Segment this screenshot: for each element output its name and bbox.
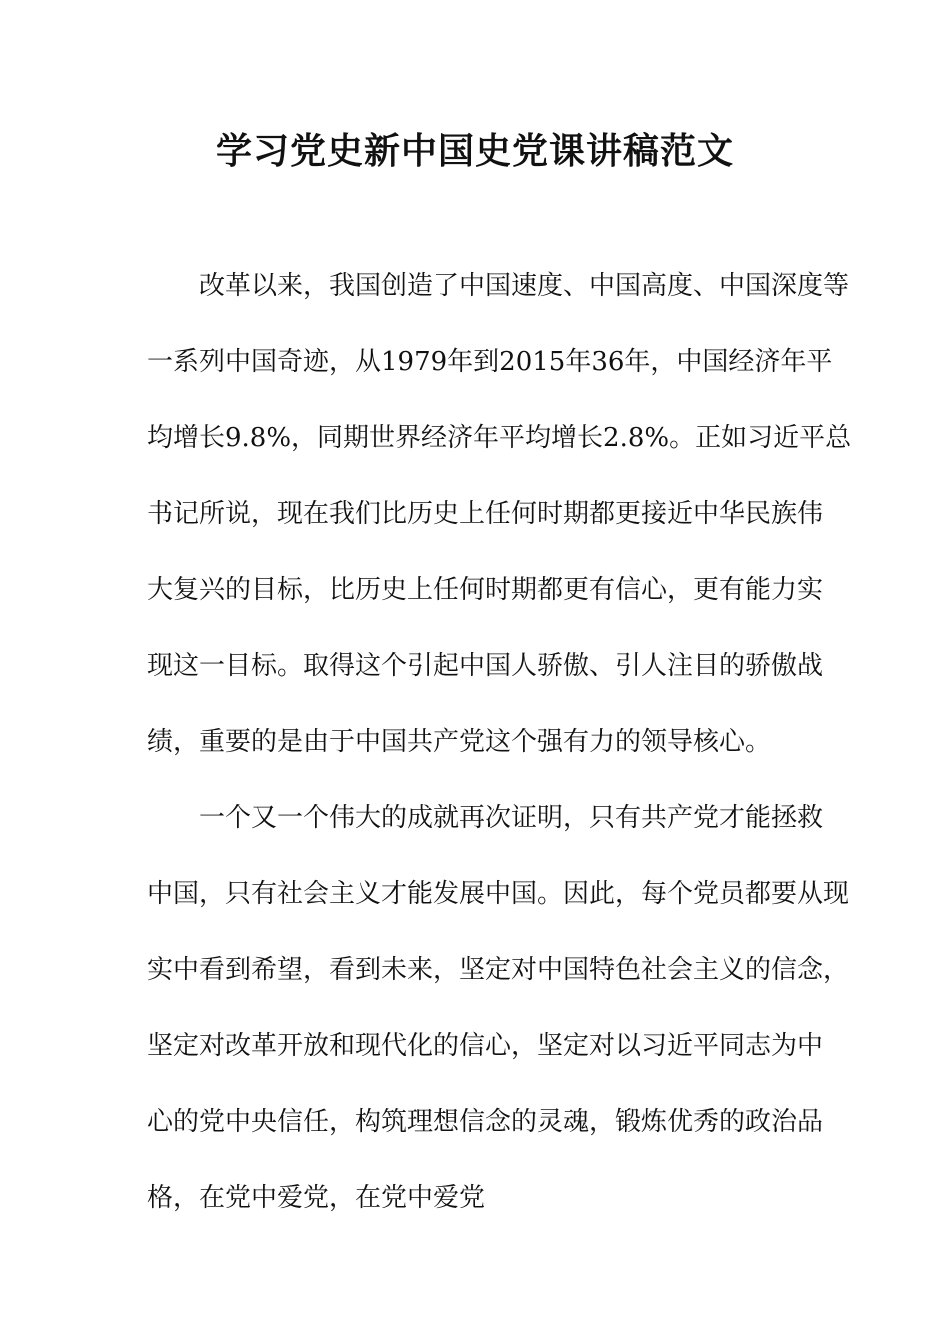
text-line: 心的党中央信任，构筑理想信念的灵魂，锻炼优秀的政治品 [147,1107,824,1137]
text-line: 一系列中国奇迹，从1979年到2015年36年，中国经济年平 [147,347,833,377]
text-line: 坚定对改革开放和现代化的信心，坚定对以习近平同志为中 [147,1031,824,1061]
text-line: 均增长9.8%，同期世界经济年平均增长2.8%。正如习近平总 [147,423,852,453]
document-title: 学习党史新中国史党课讲稿范文 [215,131,734,172]
text-line: 改革以来，我国创造了中国速度、中国高度、中国深度等 [199,271,850,301]
text-line: 现这一目标。取得这个引起中国人骄傲、引人注目的骄傲战 [147,651,824,681]
text-line: 中国，只有社会主义才能发展中国。因此，每个党员都要从现 [147,879,850,909]
text-line: 大复兴的目标，比历史上任何时期都更有信心，更有能力实 [147,575,824,605]
text-line: 书记所说，现在我们比历史上任何时期都更接近中华民族伟 [147,499,824,529]
text-line: 实中看到希望，看到未来，坚定对中国特色社会主义的信念， [147,955,850,985]
text-line: 绩，重要的是由于中国共产党这个强有力的领导核心。 [147,727,772,757]
paragraph-2 [147,794,850,1250]
paragraph-1 [147,262,852,794]
document-body [147,262,852,1250]
text-line: 格，在党中爱党，在党中爱党 [147,1183,486,1213]
text-line: 一个又一个伟大的成就再次证明，只有共产党才能拯救 [199,803,824,833]
